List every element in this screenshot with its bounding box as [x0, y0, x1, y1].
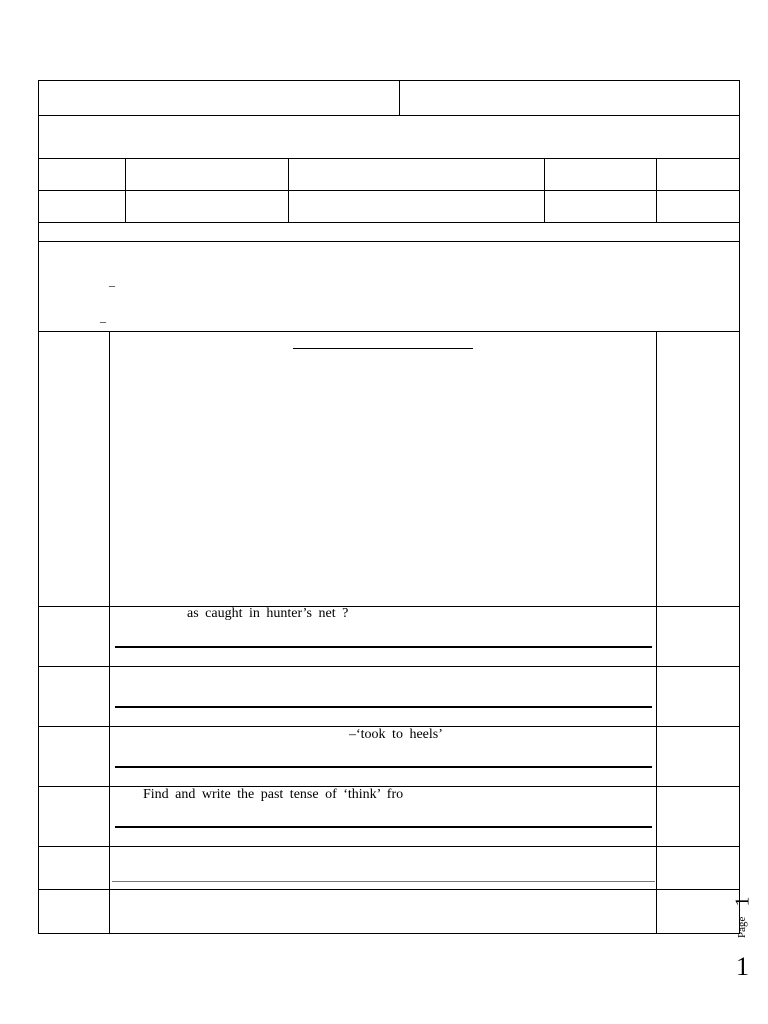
row-line: [38, 889, 740, 890]
info-column-divider: [125, 158, 126, 222]
row-line: [38, 190, 740, 191]
info-column-divider: [544, 158, 545, 222]
row-line: [38, 846, 740, 847]
row-line: [38, 331, 740, 332]
answer-line[interactable]: [115, 826, 652, 828]
question-text: as caught in hunter’s net ?: [187, 606, 349, 621]
answer-line[interactable]: [115, 766, 652, 768]
page-number: 1: [736, 952, 749, 981]
answer-line[interactable]: [112, 881, 655, 882]
passage-title-underline: [293, 348, 473, 349]
row-line: [38, 606, 740, 607]
table-border-right: [739, 80, 740, 934]
row-line: [38, 666, 740, 667]
row-line: [38, 222, 740, 223]
instruction-mark: _: [109, 274, 115, 288]
row-line: [38, 115, 740, 116]
row-line: [38, 241, 740, 242]
answer-line[interactable]: [115, 706, 652, 708]
table-border-bottom: [38, 933, 740, 934]
page-label: Page: [736, 916, 748, 938]
header-divider: [399, 80, 400, 115]
info-column-divider: [288, 158, 289, 222]
question-text: Find and write the past tense of ‘think’ fro: [143, 787, 404, 802]
table-border-top: [38, 80, 740, 81]
page-number-side: [728, 890, 758, 940]
page-number-rotated: 1: [731, 896, 754, 907]
marks-column-divider: [656, 331, 657, 934]
question-text: –‘took to heels’: [349, 727, 443, 742]
question-number-column-divider: [109, 331, 110, 934]
info-column-divider: [656, 158, 657, 222]
row-line: [38, 158, 740, 159]
answer-line[interactable]: [115, 646, 652, 648]
instruction-mark: _: [100, 310, 106, 324]
table-border-left: [38, 80, 39, 934]
